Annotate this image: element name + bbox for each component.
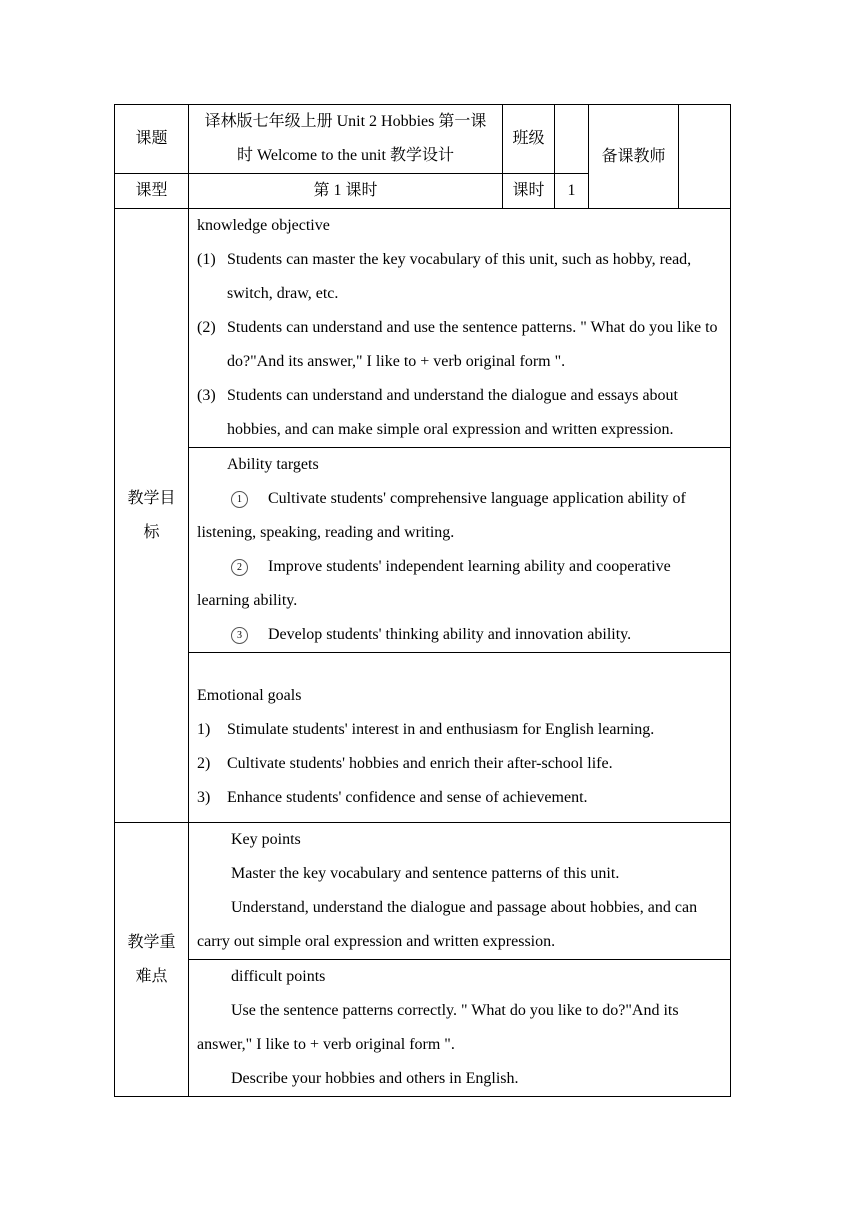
list-item [197, 781, 722, 815]
list-item [197, 379, 722, 447]
key-points-section [189, 823, 731, 960]
list-item [197, 713, 722, 747]
item-text: Stimulate students' interest in and enthusiasm for English learning. [227, 720, 655, 738]
list-item [197, 618, 722, 652]
keypoints-label: 教学重难点 [115, 823, 189, 1097]
emotional-heading: Emotional goals [197, 686, 302, 704]
knowledge-section [189, 209, 731, 448]
item-text: Students can master the key vocabulary of this unit, such as hobby, read, switch, draw, etc. [227, 251, 692, 302]
difficult-points-heading: difficult points [231, 968, 326, 985]
item-text: Improve students' independent learning ability and cooperative learning ability. [197, 558, 671, 609]
list-item [197, 311, 722, 379]
item-text: Cultivate students' hobbies and enrich their after-school life. [227, 754, 613, 772]
ability-heading: Ability targets [227, 456, 319, 473]
paragraph: Describe your hobbies and others in English. [231, 1070, 519, 1087]
item-text: Students can understand and understand the dialogue and essays about hobbies, and can make simple oral expression and written expression. [227, 387, 678, 438]
item-number: 1) [197, 720, 211, 738]
item-number: (3) [197, 387, 216, 404]
list-item [197, 747, 722, 781]
difficult-points-section [189, 960, 731, 1097]
lesson-plan-table [114, 104, 731, 1097]
paragraph: Understand, understand the dialogue and passage about hobbies, and can carry out simple oral expression and written expression. [197, 899, 698, 950]
objectives-label: 教学目标 [115, 209, 189, 823]
teacher-value [679, 105, 731, 209]
class-value [555, 105, 589, 174]
hours-value: 1 [555, 174, 589, 209]
emotional-section [189, 653, 731, 823]
item-text: Students can understand and use the sentence patterns. " What do you like to do?"And its answer," I like to + verb original form ". [227, 319, 718, 370]
teacher-label: 备课教师 [589, 105, 679, 209]
type-label: 课型 [115, 174, 189, 209]
knowledge-heading: knowledge objective [197, 217, 330, 234]
hours-label: 课时 [503, 174, 555, 209]
type-value: 第 1 课时 [189, 174, 503, 209]
paragraph: Use the sentence patterns correctly. " What do you like to do?"And its answer," I like to + verb original form ". [197, 1002, 679, 1053]
item-text: Enhance students' confidence and sense of achievement. [227, 788, 588, 806]
item-number: 3) [197, 788, 211, 806]
key-points-heading: Key points [231, 831, 301, 848]
list-item [197, 243, 722, 311]
circled-number: 1 [231, 491, 248, 508]
topic-value: 译林版七年级上册 Unit 2 Hobbies 第一课时 Welcome to the unit 教学设计 [189, 105, 503, 174]
item-number: (1) [197, 251, 216, 268]
ability-section [189, 448, 731, 653]
list-item [197, 550, 722, 618]
circled-number: 2 [231, 559, 248, 576]
list-item [197, 482, 722, 550]
circled-number: 3 [231, 627, 248, 644]
class-label: 班级 [503, 105, 555, 174]
paragraph: Master the key vocabulary and sentence patterns of this unit. [231, 865, 620, 882]
item-text: Cultivate students' comprehensive language application ability of listening, speaking, reading and writing. [197, 490, 686, 541]
item-number: 2) [197, 754, 211, 772]
item-text: Develop students' thinking ability and innovation ability. [268, 626, 632, 643]
topic-label: 课题 [115, 105, 189, 174]
item-number: (2) [197, 319, 216, 336]
